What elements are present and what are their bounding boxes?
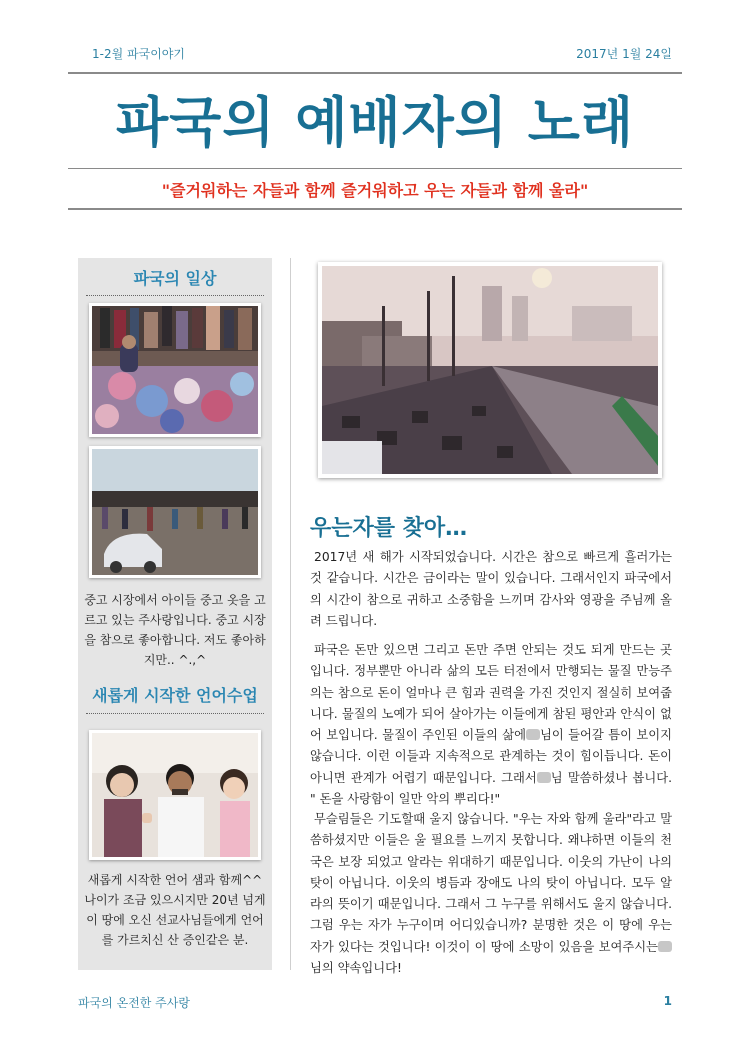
market-crowd-photo <box>89 446 261 578</box>
paragraph-3-text-b: 님의 약속입니다! <box>310 961 402 976</box>
paragraph-2-text-c: 님 말씀하셨나 봅니다. " 돈을 사랑함이 일만 악의 뿌리다!" <box>310 770 672 807</box>
column-divider <box>290 258 291 970</box>
footer-label: 파국의 온전한 주사랑 <box>78 996 190 1010</box>
redacted-mark <box>658 941 672 952</box>
article-paragraph-3 <box>310 809 672 979</box>
city-street-photo <box>318 262 662 478</box>
paragraph-2-text-b: 님이 들어갈 틈이 보이지 않습니다. 이런 이들과 지속적으로 관계하는 것이 힘이듭니다. 돈이 아니면 관계가 어렵기 때문입니다. 그래서 <box>310 728 673 785</box>
newsletter-title: 파국의 예배자의 노래 <box>115 91 635 154</box>
paragraph-2-text-a: 파국은 돈만 있으면 그리고 돈만 주면 안되는 것도 되게 만드는 곳입니다. 정부뿐만 아니라 삶의 모든 터전에서 만행되는 물질 만능주의는 참으로 돈이 얼마나 큰 힘과 권력을 가진 것인지 절실히 보여줍니다. 물질의 노예가 되어 살아가는 이들에게 참된 평안과 안식이 없어 보입니다. 물질이 주인된 이들의 삶에 <box>310 643 672 743</box>
sidebar-divider <box>86 295 264 296</box>
sidebar-caption-market: 중고 시장에서 아이들 중고 옷을 고르고 있는 주사랑입니다. 중고 시장을 참으로 좋아합니다. 저도 좋아하지만.. ^.,^ <box>84 593 266 667</box>
title-rule <box>68 168 682 169</box>
article-paragraph-1: 2017년 새 해가 시작되었습니다. 시간은 참으로 빠르게 흘러가는 것 같습니다. 시간은 금이라는 말이 있습니다. 그래서인지 파국에서의 시간이 참으로 귀하고 소중함을 느끼며 감사와 영광을 주님께 올려 드립니다. <box>310 550 672 628</box>
page-number: 1 <box>663 994 672 1008</box>
paragraph-3-text-a: 무슬림들은 기도할때 울지 않습니다. "우는 자와 함께 울라"라고 말씀하셨지만 이들은 울 필요를 느끼지 못합니다. 왜냐하면 이들의 천국은 보장 되었고 알라는 위대하기 때문입니다. 이웃의 가난이 나의 탓이 아닙니다. 이웃의 병듬과 장애도 나의 탓이 아닙니다. 모두 알라의 뜻이기 때문입니다. 그래서 그 누구를 위해서도 울지 않습니다. 그럼 우는 자가 누구이며 어디있습니까? 분명한 것은 이 땅에 우는 자가 있다는 것입니다! 이것이 이 땅에 소망이 있음을 보여주시는 <box>310 812 672 954</box>
newsletter-subtitle: "즐거워하는 자들과 함께 즐거워하고 우는 자들과 함께 울라" <box>161 181 589 200</box>
sidebar-divider <box>86 713 264 714</box>
redacted-mark <box>526 729 540 740</box>
top-rule <box>68 72 682 74</box>
language-teacher-photo <box>89 730 261 860</box>
subtitle-rule <box>68 208 682 210</box>
sidebar <box>78 258 272 970</box>
issue-label: 1-2월 파국이야기 <box>92 47 185 61</box>
article-title: 우는자를 찾아… <box>310 516 468 541</box>
market-clothes-photo <box>89 303 261 437</box>
issue-date: 2017년 1월 24일 <box>576 47 672 61</box>
sidebar-heading-language: 새롭게 시작한 언어수업 <box>92 686 258 705</box>
article-paragraph-2 <box>310 640 672 810</box>
sidebar-caption-language: 새롭게 시작한 언어 샘과 함께^^ 나이가 조금 있으시지만 20년 넘게 이 땅에 오신 선교사님들에게 언어를 가르치신 산 증인같은 분. <box>84 873 266 947</box>
sidebar-heading-daily: 파국의 일상 <box>133 269 217 288</box>
redacted-mark <box>537 772 551 783</box>
